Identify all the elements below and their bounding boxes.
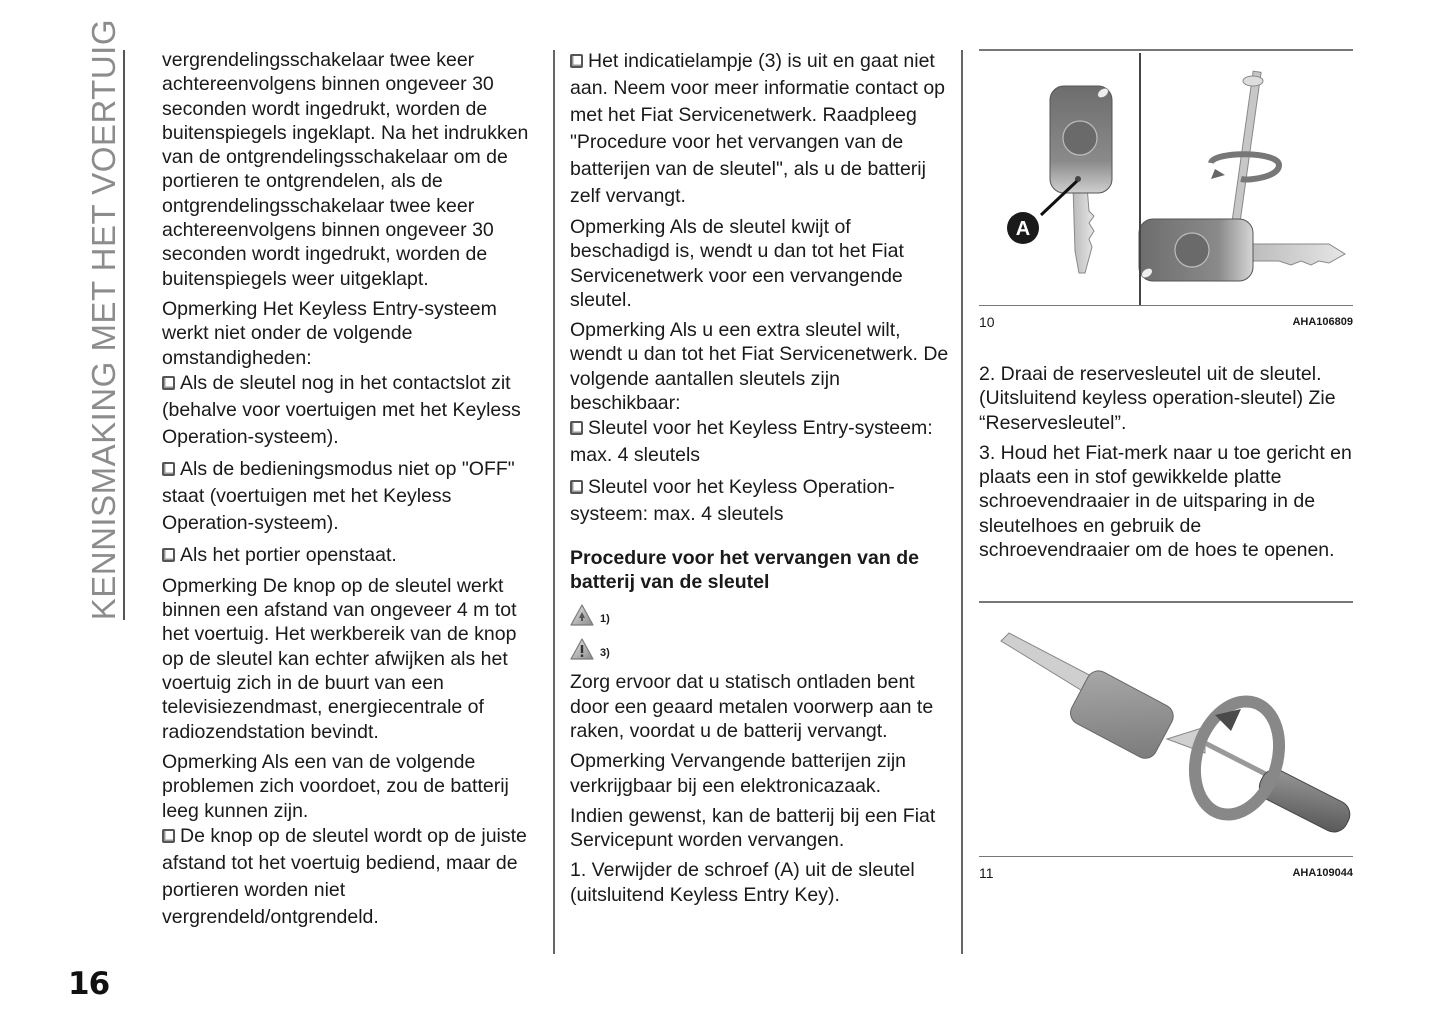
- figure-number: 11: [979, 865, 994, 881]
- key-screw-illustration: [979, 51, 1353, 305]
- list-item: Als het portier openstaat.: [162, 542, 542, 569]
- paragraph-static-discharge: Zorg ervoor dat u statisch ontladen bent door een geaard metalen voorwerp aan te raken, voordat u de batterij vervangt.: [570, 671, 934, 742]
- note-replacement-batteries: Opmerking Vervangende batterijen zijn verkrijgbaar bij een elektronicazaak.: [570, 750, 907, 797]
- checkbox-bullet-icon: [570, 480, 583, 494]
- caution-warning-icon: [570, 638, 594, 660]
- list-item: Sleutel voor het Keyless Operation-systeem: max. 4 sleutels: [570, 476, 895, 526]
- step-3: 3. Houd het Fiat-merk naar u toe gericht en plaats een in stof gewikkelde platte schroevendraaier in de uitsparing in de sleutelhoes en gebruik de schroevendraaier om de hoes te openen.: [979, 441, 1352, 562]
- checkbox-bullet-icon: [570, 421, 583, 435]
- note-lost-key: Opmerking Als de sleutel kwijt of beschadigd is, wendt u dan tot het Fiat Servicenetwerk voor een vervangende sleutel.: [570, 216, 904, 311]
- checkbox-bullet-icon: [570, 54, 583, 68]
- warning-ref-number: 1): [600, 613, 610, 626]
- list-item: Als de sleutel nog in het contactslot zit (behalve voor voertuigen met het Keyless Operation-systeem).: [162, 371, 521, 448]
- column-divider-2: [961, 50, 963, 954]
- section-title-text: KENNISMAKING MET HET VOERTUIG: [85, 18, 122, 620]
- figure-11-illustration: [979, 603, 1353, 856]
- column-1: [162, 48, 542, 936]
- screwdriver-opening-key-illustration: [979, 603, 1353, 856]
- column-3-text: [979, 362, 1354, 568]
- section-heading-battery-replacement: Procedure voor het vervangen van de batterij van de sleutel: [570, 547, 919, 594]
- checkbox-bullet-icon: [162, 548, 175, 562]
- list-item: Als de bedieningsmodus niet op "OFF" staat (voertuigen met het Keyless Operation-systeem).: [162, 457, 515, 534]
- figure-caption: [979, 865, 1353, 881]
- callout-label: A: [1015, 217, 1031, 240]
- paragraph-mirror-folding: vergrendelingsschakelaar twee keer achtereenvolgens binnen ongeveer 30 seconden wordt ingedrukt, worden de buitenspiegels ingeklapt. Na het indrukken van de ontgrendelingsschakelaar om de portieren te ontgrendelen, als de ontgrendelingsschakelaar twee keer achtereenvolgens binnen ongeveer 30 seconden wordt ingedrukt, worden de buitenspiegels weer uitgeklapt.: [162, 49, 529, 290]
- figure-10: [979, 49, 1353, 330]
- figure-code: AHA109044: [1292, 867, 1353, 879]
- figure-number: 10: [979, 314, 995, 330]
- warning-ref-number: 3): [600, 647, 610, 660]
- warning-reference: [570, 632, 950, 666]
- list-item: De knop op de sleutel wordt op de juiste afstand tot het voertuig bediend, maar de portieren worden niet vergrendeld/ontgrendeld.: [162, 824, 527, 928]
- checkbox-bullet-icon: [162, 829, 175, 843]
- note-battery-empty: Opmerking Als een van de volgende problemen zich voordoet, zou de batterij leeg kunnen zijn.: [162, 750, 509, 822]
- step-2: 2. Draai de reservesleutel uit de sleutel. (Uitsluitend keyless operation-sleutel) Zie “Reservesleutel”.: [979, 363, 1336, 434]
- figure-11: [979, 601, 1353, 881]
- section-title-rule: [123, 50, 125, 620]
- figure-panel-divider: [1139, 53, 1141, 305]
- figure-10-illustration: [979, 51, 1353, 305]
- column-divider-1: [553, 50, 555, 954]
- section-title-vertical: [84, 18, 124, 620]
- step-1: 1. Verwijder de schroef (A) uit de sleutel (uitsluitend Keyless Entry Key).: [570, 859, 915, 906]
- note-key-range: Opmerking De knop op de sleutel werkt binnen een afstand van ongeveer 4 m tot het voertuig. Het werkbereik van de knop op de sleutel kan echter afwijken als het voertuig zich in de buurt van een televisiezendmast, energiecentrale of radiozendstation bevindt.: [162, 574, 517, 743]
- list-item: Het indicatielampje (3) is uit en gaat niet aan. Neem voor meer informatie contact op met het Fiat Servicenetwerk. Raadpleeg "Procedure voor het vervangen van de batterijen van de sleutel", als u de batterij zelf vervangt.: [570, 50, 946, 207]
- page-number: 16: [68, 966, 110, 1002]
- column-2: [570, 48, 950, 913]
- paragraph-service-point: Indien gewenst, kan de batterij bij een Fiat Servicepunt worden vervangen.: [570, 804, 936, 852]
- checkbox-bullet-icon: [162, 462, 175, 476]
- checkbox-bullet-icon: [162, 376, 175, 390]
- list-item: Sleutel voor het Keyless Entry-systeem: max. 4 sleutels: [570, 417, 933, 467]
- environment-warning-icon: [570, 604, 594, 626]
- figure-code: AHA106809: [1292, 316, 1353, 328]
- warning-reference: [570, 598, 950, 632]
- note-extra-key: Opmerking Als u een extra sleutel wilt, wendt u dan tot het Fiat Servicenetwerk. De volgende aantallen sleutels zijn beschikbaar:: [570, 319, 949, 415]
- figure-caption: [979, 314, 1353, 330]
- note-keyless-entry-conditions: Opmerking Het Keyless Entry-systeem werkt niet onder de volgende omstandigheden:: [162, 297, 497, 369]
